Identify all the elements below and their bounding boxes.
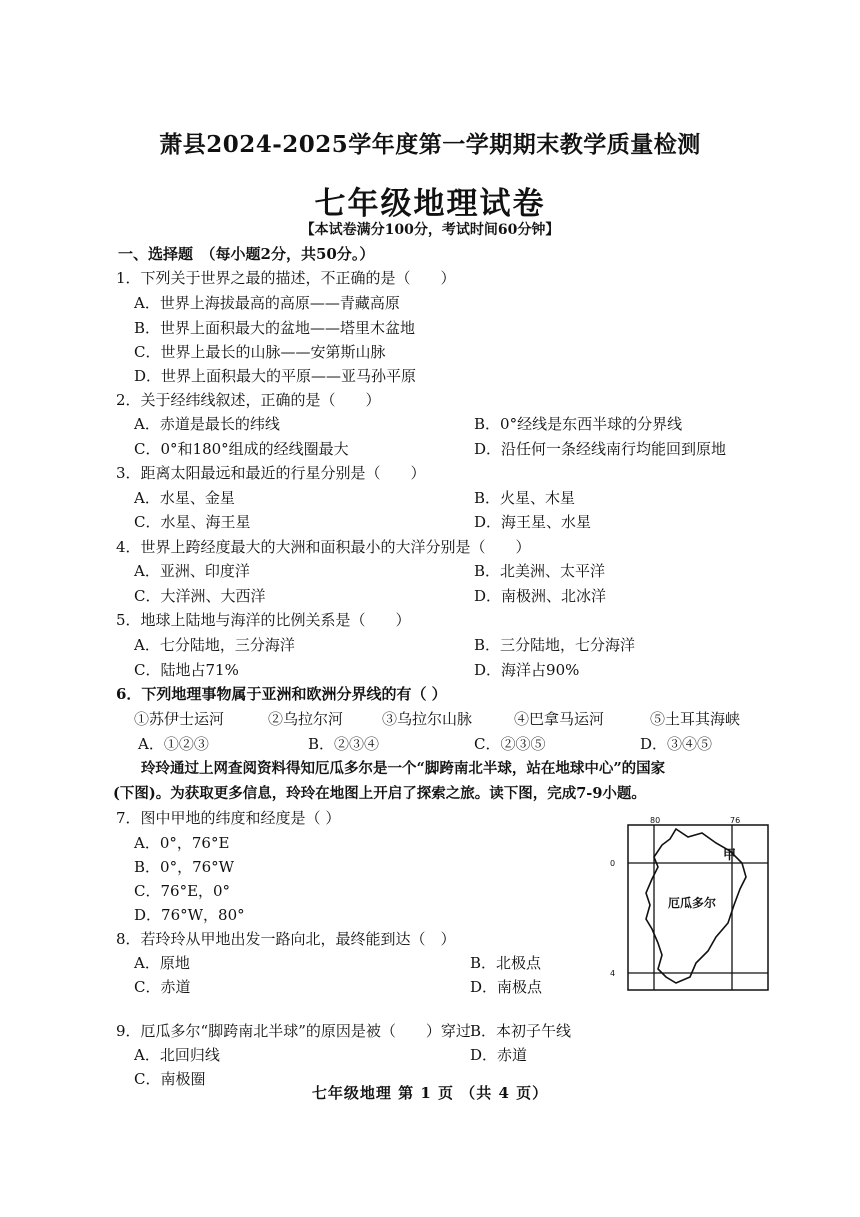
question-6-stem: 6．下列地理事物属于亚洲和欧洲分界线的有（ ） [116,685,447,703]
passage-line-2: (下图)。为获取更多信息，玲玲在地图上开启了探索之旅。读下图，完成7-9小题。 [113,785,646,802]
exam-subtitle: 七年级地理试卷 [314,186,546,222]
question-4-option-c: C．大洋洲、大西洋 [134,587,266,605]
question-9-option-a: A．北回归线 [134,1046,220,1064]
question-1-option-b: B．世界上面积最大的盆地——塔里木盆地 [134,319,416,337]
question-6-option-c: C．②③⑤ [474,735,546,753]
exam-note: 【本试卷满分100分，考试时间60分钟】 [300,222,560,238]
question-7-option-d: D．76°W，80° [134,906,245,924]
question-1-option-d: D．世界上面积最大的平原——亚马孙平原 [134,367,417,385]
question-4-option-a: A．亚洲、印度洋 [134,562,250,580]
question-6-item-3: ③乌拉尔山脉 [382,710,473,728]
exam-title: 萧县2024-2025学年度第一学期期末教学质量检测 [159,131,701,158]
question-5-option-c: C．陆地占71% [134,661,239,679]
question-8-option-c: C．赤道 [134,978,191,996]
question-8-option-a: A．原地 [134,954,190,972]
question-5-stem: 5．地球上陆地与海洋的比例关系是（ ） [116,611,411,629]
question-1-option-a: A．世界上海拔最高的高原——青藏高原 [134,294,400,312]
question-9-option-d: D．赤道 [470,1046,528,1064]
question-3-option-c: C．水星、海王星 [134,513,251,531]
passage-line-1: 玲玲通过上网查阅资料得知厄瓜多尔是一个“脚跨南北半球，站在地球中心”的国家 [141,760,666,777]
question-8-option-b: B．北极点 [470,954,542,972]
question-7-option-a: A．0°，76°E [134,834,230,852]
question-2-option-c: C．0°和180°组成的经线圈最大 [134,440,349,458]
question-7-option-b: B．0°，76°W [134,858,235,876]
question-6-item-2: ②乌拉尔河 [268,710,344,728]
question-8-option-d: D．南极点 [470,978,543,996]
question-1-stem: 1．下列关于世界之最的描述，不正确的是（ ） [116,269,456,287]
map-point-label: 甲 [723,848,737,863]
map-lon-right-label: 76 [730,816,741,825]
question-1-option-c: C．世界上最长的山脉——安第斯山脉 [134,343,386,361]
question-3-stem: 3．距离太阳最远和最近的行星分别是（ ） [116,464,426,482]
question-5-option-b: B．三分陆地，七分海洋 [474,636,636,654]
question-5-option-d: D．海洋占90% [474,661,580,679]
question-2-option-a: A．赤道是最长的纬线 [134,415,280,433]
question-6-option-d: D．③④⑤ [640,735,713,753]
page-footer: 七年级地理 第 1 页 （共 4 页） [311,1084,549,1102]
map-lon-left-label: 80 [650,816,661,825]
question-3-option-d: D．海王星、水星 [474,513,592,531]
ecuador-map [606,815,776,995]
question-6-item-5: ⑤土耳其海峡 [650,710,741,728]
question-3-option-b: B．火星、木星 [474,489,576,507]
question-7-stem: 7．图中甲地的纬度和经度是（ ） [116,809,341,827]
question-3-option-a: A．水星、金星 [134,489,235,507]
question-8-stem: 8．若玲玲从甲地出发一路向北，最终能到达（ ） [116,930,456,948]
question-6-item-4: ④巴拿马运河 [514,710,605,728]
question-4-option-d: D．南极洲、北冰洋 [474,587,607,605]
question-9-stem: 9．厄瓜多尔“脚跨南北半球”的原因是被（ ）穿过 [116,1022,471,1040]
map-country-label: 厄瓜多尔 [668,896,717,910]
map-lat-bottom-label: 4 [610,969,616,978]
question-2-option-d: D．沿任何一条经线南行均能回到原地 [474,440,727,458]
question-4-option-b: B．北美洲、太平洋 [474,562,606,580]
map-lat-top-label: 0 [610,859,616,868]
question-5-option-a: A．七分陆地，三分海洋 [134,636,295,654]
question-9-option-b: B．本初子午线 [470,1022,572,1040]
question-4-stem: 4．世界上跨经度最大的大洲和面积最小的大洋分别是（ ） [116,538,531,556]
question-6-option-b: B．②③④ [308,735,380,753]
question-2-stem: 2．关于经纬线叙述，正确的是（ ） [116,391,381,409]
question-2-option-b: B．0°经线是东西半球的分界线 [474,415,683,433]
question-9-option-c: C．南极圈 [134,1070,206,1088]
question-6-option-a: A．①②③ [138,735,209,753]
question-7-option-c: C．76°E，0° [134,882,231,900]
section-heading: 一、选择题 （每小题2分，共50分。） [118,245,375,263]
question-6-item-1: ①苏伊士运河 [134,710,225,728]
